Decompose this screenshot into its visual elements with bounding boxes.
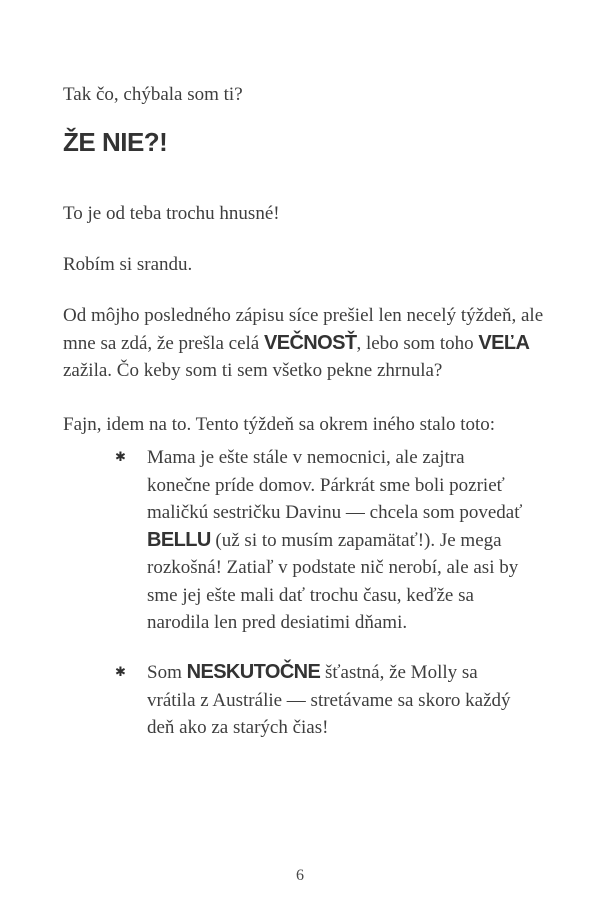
intro-list-text: Fajn, idem na to. Tento týždeň sa okrem iného stalo toto:: [63, 414, 496, 435]
list-item-mama: [63, 444, 545, 637]
bullet1-text-2: (už si to musím zapamätať!). Je mega rozkošná! Zatiaľ v podstate nič nerobí, ale asi by sme jej ešte mali dať trochu času, keďže sa narodila len pred desiatimi dňami.: [147, 529, 519, 633]
paragraph-greeting: [63, 81, 545, 109]
paragraph-intro-list: [63, 411, 545, 439]
page-number: 6: [296, 867, 304, 884]
asterisk-bullet-icon: ✱: [115, 665, 126, 680]
greeting-text: Tak čo, chýbala som ti?: [63, 84, 243, 105]
bullet2-emphasis-neskutocne: NESKUTOČNE: [186, 661, 321, 683]
paragraph-mean: [63, 200, 545, 228]
list-item-molly: [63, 659, 545, 742]
list-item-text: [147, 444, 529, 637]
recap-emphasis-vecnost: VEČNOSŤ: [263, 331, 357, 354]
bullet1-text-1: Mama je ešte stále v nemocnici, ale zajtra konečne príde domov. Párkrát sme boli pozrieť maličkú sestričku Davinu — chcela som povedať: [147, 447, 523, 523]
recap-text-2: , lebo som toho: [356, 332, 479, 354]
list-item-text: [147, 659, 529, 742]
bullet1-emphasis-bellu: BELLU: [147, 528, 211, 551]
bullet2-text-1: Som: [147, 662, 187, 683]
paragraph-shout: [63, 129, 545, 160]
joke-text: Robím si srandu.: [63, 254, 193, 275]
paragraph-recap: [63, 302, 545, 385]
shout-text: ŽE NIE?!: [63, 127, 168, 157]
mean-text: To je od teba trochu hnusné!: [63, 203, 280, 224]
recap-text-3: zažila. Čo keby som ti sem všetko pekne zhrnula?: [63, 360, 443, 381]
recap-text-1: Od môjho posledného zápisu síce prešiel len necelý týždeň, ale mne sa zdá, že prešla celá: [63, 305, 544, 354]
recap-emphasis-vela: VEĽA: [478, 331, 530, 354]
asterisk-bullet-icon: ✱: [115, 450, 126, 465]
paragraph-joke: [63, 251, 545, 279]
bullet2-text-2: šťastná, že Molly sa vrátila z Austrálie — stretávame sa skoro každý deň ako za starých čias!: [147, 662, 511, 738]
